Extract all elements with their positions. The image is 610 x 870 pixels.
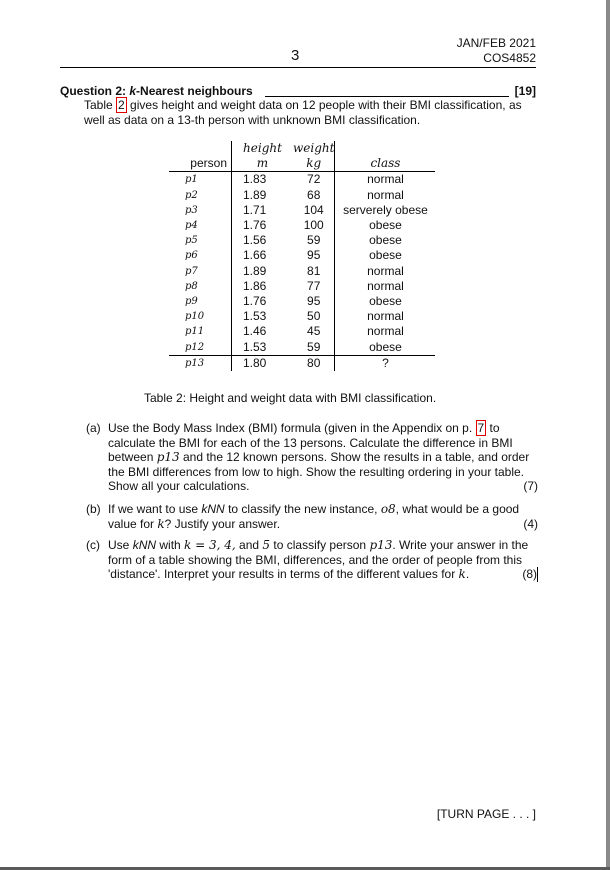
weight-cell: 72	[307, 172, 321, 187]
person-cell: p10	[185, 311, 205, 323]
person-cell: p1	[185, 174, 198, 186]
part-b	[86, 502, 538, 531]
part-a-label: (a)	[86, 421, 101, 435]
height-cell: 1.89	[232, 264, 294, 279]
table-row	[169, 309, 435, 324]
weight-cell: 104	[303, 202, 324, 217]
height-cell: 1.53	[232, 309, 294, 324]
table-row	[169, 218, 435, 233]
part-c-label: (c)	[86, 538, 100, 552]
table-caption: Table 2: Height and weight data with BMI classification.	[144, 391, 437, 405]
person-cell: p6	[185, 250, 198, 262]
table-row	[169, 172, 435, 188]
weight-cell: 45	[307, 324, 321, 339]
class-cell: ?	[335, 355, 436, 371]
appendix-page-ref-link[interactable]: 7	[477, 421, 485, 435]
table-row	[169, 233, 435, 248]
height-cell: 1.46	[232, 324, 294, 339]
title-rule	[265, 96, 509, 97]
class-cell: obese	[335, 294, 436, 309]
height-unit: m	[232, 156, 294, 172]
part-c	[86, 538, 538, 582]
class-cell: normal	[335, 264, 436, 279]
height-cell: 1.76	[232, 218, 294, 233]
weight-cell: 77	[307, 278, 321, 293]
class-cell: obese	[335, 339, 436, 355]
class-cell: obese	[335, 218, 436, 233]
class-header: class	[335, 156, 436, 172]
person-cell: p2	[185, 189, 198, 201]
height-cell: 1.83	[232, 172, 294, 188]
height-cell: 1.56	[232, 233, 294, 248]
height-cell: 1.80	[232, 355, 294, 371]
class-cell: serverely obese	[335, 203, 436, 218]
question-title-suffix: -Nearest neighbours	[136, 84, 253, 98]
exam-date: JAN/FEB 2021	[456, 36, 536, 50]
class-cell: obese	[335, 248, 436, 263]
part-b-label: (b)	[86, 502, 101, 516]
table-row	[169, 264, 435, 279]
class-cell: obese	[335, 233, 436, 248]
person-cell: p3	[185, 204, 198, 216]
table-ref-link[interactable]: 2	[118, 98, 125, 112]
class-cell: normal	[335, 188, 436, 203]
weight-cell: 81	[307, 263, 321, 278]
height-cell: 1.89	[232, 188, 294, 203]
height-cell: 1.53	[232, 339, 294, 355]
weight-cell: 59	[307, 233, 321, 248]
part-b-marks: (4)	[523, 516, 538, 531]
part-c-marks: (8)	[522, 567, 537, 581]
intro-text-start: Table	[84, 98, 117, 112]
question-title-prefix: Question 2:	[60, 84, 130, 98]
person-cell: p7	[185, 265, 198, 277]
height-cell: 1.86	[232, 279, 294, 294]
table-row	[169, 203, 435, 218]
table-row-unknown	[169, 355, 435, 371]
table-row	[169, 248, 435, 263]
weight-unit: kg	[293, 156, 335, 172]
course-code: COS4852	[483, 51, 536, 65]
question-title	[60, 84, 253, 98]
person-header: person	[169, 156, 232, 172]
table-header-row-2	[169, 156, 435, 172]
height-cell: 1.66	[232, 248, 294, 263]
bmi-data-table	[169, 141, 435, 371]
part-c-text: Use kNN with k = 3, 4, and 5 to classify person p13. Write your answer in the form of a table showing the BMI, differences, and the order of people from this 'distance'. Interpret your results in terms of the different values for k. (8)	[108, 538, 537, 581]
table-row	[169, 324, 435, 339]
weight-cell: 80	[307, 355, 321, 370]
person-cell: p11	[185, 326, 205, 338]
height-header: height	[232, 141, 294, 156]
part-a-text: Use the Body Mass Index (BMI) formula (given in the Appendix on p. 7 to calculate the BMI for each of the 13 persons. Calculate the difference in BMI between p13 and the 12 known persons. Show the results in a table, and order the BMI differences from low to high. Show the resulting ordering in your table. Show all your calculations. (7)	[108, 421, 538, 493]
weight-cell: 50	[307, 309, 321, 324]
page-number: 3	[291, 47, 300, 64]
person-cell: p9	[185, 295, 198, 307]
weight-cell: 95	[307, 248, 321, 263]
person-cell: p13	[185, 357, 205, 369]
page-right-edge	[606, 0, 610, 870]
class-cell: normal	[335, 324, 436, 339]
table-row	[169, 294, 435, 309]
question-intro	[84, 98, 539, 127]
part-a-marks: (7)	[523, 479, 538, 493]
question-marks: [19]	[514, 84, 536, 98]
weight-header: weight	[293, 141, 335, 156]
weight-cell: 95	[307, 293, 321, 308]
header-rule	[60, 67, 536, 68]
weight-cell: 100	[303, 218, 324, 233]
person-cell: p12	[169, 339, 232, 355]
table-row	[169, 339, 435, 355]
person-cell: p4	[185, 220, 198, 232]
table-row	[169, 188, 435, 203]
height-cell: 1.76	[232, 294, 294, 309]
table-header-row-1	[169, 141, 435, 156]
intro-text-end: gives height and weight data on 12 people with their BMI classification, as well as data on a 13-th person with unknown BMI classification.	[84, 98, 522, 127]
class-cell: normal	[335, 279, 436, 294]
person-cell: p5	[185, 235, 198, 247]
part-b-text: If we want to use kNN to classify the new instance, o8, what would be a good value for k? Justify your answer. (4)	[108, 502, 538, 531]
turn-page-note: [TURN PAGE . . . ]	[436, 807, 536, 821]
weight-cell: 68	[307, 187, 321, 202]
person-cell: p8	[185, 280, 198, 292]
height-cell: 1.71	[232, 203, 294, 218]
class-cell: normal	[335, 172, 436, 188]
table-row	[169, 279, 435, 294]
class-cell: normal	[335, 309, 436, 324]
question-title-k: k	[129, 84, 137, 98]
weight-cell: 59	[293, 339, 335, 355]
part-a	[86, 421, 538, 494]
